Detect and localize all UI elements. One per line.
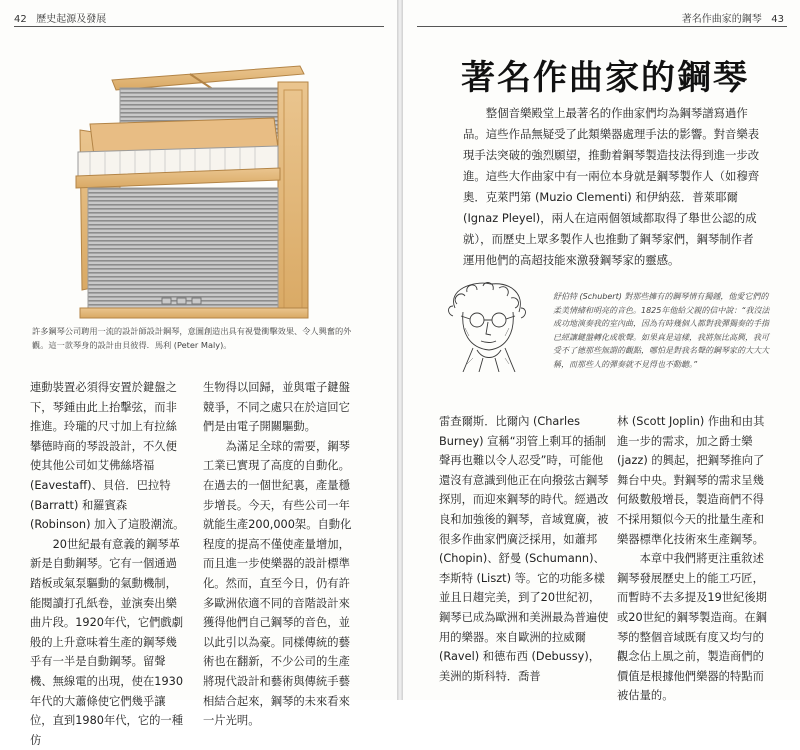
left-column-2 — [203, 378, 361, 731]
paragraph: 林 (Scott Joplin) 作曲和由其進一步的需求，加之爵士樂 (jazz) 的興起，把鋼琴推向了舞台中央。對鋼琴的需求呈幾何級數般增長，製造商們不得不採用類似今天的批量生產和樂器標準化技術來生產鋼琴。 — [617, 415, 765, 546]
intro-paragraph: 整個音樂殿堂上最著名的作曲家們均為鋼琴譜寫過作品。這些作品無疑受了此類樂器處理手法的影響。對音樂表現手法突破的強烈願望，推動着鋼琴製造技法得到進一步改進。這些大作曲家中有一兩位本身就是鋼琴製作人（如穆齊奧．克萊門第 (Muzio Clementi) 和伊納茲．普萊耶爾 (Ignaz Pleyel)，兩人在這兩個領域都取得了舉世公認的成就），而歷史上眾多製作人也推動了鋼琴家們，鋼琴制作者運用他們的高超技能來激發鋼琴家的靈感。 — [463, 106, 760, 267]
left-page — [0, 0, 397, 747]
page-title: 著名作曲家的鋼琴 — [461, 58, 749, 98]
paragraph: 連動裝置必須得安置於鍵盤之下，琴鍾由此上抬擊弦，而非推進。玲瓏的尺寸加上有拉絲攀德時商的琴設設計，不久便使其他公司如艾佛絲塔福 (Eavestaff)、貝倍．巴拉特 (Barratt) 和羅賓森 (Robinson) 加入了這股潮流。 — [30, 381, 185, 532]
photo-caption: 許多鋼琴公司聘用一流的設計師設計鋼琴，意圖創造出具有視覺衝擊效果、令人興奮的外觀。這一款琴身的設計由貝彼得．馬利 (Peter Maly)。 — [32, 326, 352, 350]
running-head: 著名作曲家的鋼琴 — [681, 14, 762, 25]
paragraph: 本章中我們將更注重敘述鋼琴發展歷史上的能工巧匠，而暫時不去多提及19世紀後期或20世紀的鋼琴製造商。在鋼琴的整個音域既有度又均勻的觀念佔上風之前，製造商們的價值是根據他們樂器的特點而被估量的。 — [617, 552, 767, 703]
left-page-header — [14, 10, 106, 25]
right-page — [403, 0, 800, 703]
header-rule — [417, 26, 787, 27]
portrait-caption: 舒伯特 (Schubert) 對那些擁有的鋼琴情有獨鍾，他愛它們的柔美情緒和明亮的音色。1825年他給父親的信中說：“我沒法成功地演奏我的室內曲，因為有時幾個人都對我彈獨奏的手指已經讓鍵盤轉化成歌聲。如果真是這樣，我將無比高興，我可受不了德那些無謂的觀點，哪怕是對我名聲的鋼琴家的大大大稱，而那些人的彈奏就不見得也不動聽。” — [553, 292, 770, 369]
page-number: 43 — [771, 14, 784, 25]
upright-piano-photo — [60, 52, 324, 324]
page-number: 42 — [14, 14, 27, 25]
paragraph: 雷查爾斯．比爾內 (Charles Burney) 宣稱“羽管上剩耳的插制聲再也難以令人忍受”時，可能他還沒有意識到他正在向撥弦古鋼琴探別，而迎來鋼琴的時代。經過改良和加強後的鋼琴，音域寬廣，被很多作曲家們廣泛採用，如蕭邦 (Chopin)、舒曼 (Schumann)、李斯特 (Liszt) 等。它的功能多樣並且日趨完美，到了20世紀初，鋼琴已成為歐洲和美洲最為普遍使用的樂器。來自歐洲的拉威爾 (Ravel) 和德布西 (Debussy)，美洲的斯科特．喬普 — [439, 415, 609, 683]
left-column-1 — [30, 378, 188, 750]
schubert-portrait — [433, 278, 545, 372]
header-rule — [14, 26, 384, 27]
right-page-header — [682, 10, 784, 25]
paragraph: 生物得以回歸，並與電子鍵盤競爭，不同之處只在於這回它們是由電子開關驅動。 — [203, 381, 350, 434]
running-head: 歷史起源及發展 — [36, 14, 107, 25]
paragraph: 20世紀最有意義的鋼琴革新是自動鋼琴。它有一個通過踏板或氣泵驅動的氣動機制，能閱讀打孔紙卷，並演奏出樂曲片段。1920年代，它們戲劇般的上升意味着生產的鋼琴幾乎有一半是自動鋼琴。留聲機、無線電的出現，使在1930年代的大蕭條使它們幾乎讓位，直到1980年代，它的一種仿 — [30, 537, 184, 747]
paragraph: 為滿足全球的需要，鋼琴工業已實現了高度的自動化。在過去的一個世紀裏，產量穩步增長。今天，有些公司一年就能生產200,000架。自動化程度的提高不僅使產量增加，而且進一步使樂器的設計標準化。然而，直至今日，仍有許多歐洲依適不同的音階設計來獲得他們自己鋼琴的音色，並以此引以為豪。同樣傳統的藝術也在翻新，不少公司的生產將現代設計和藝術與傳統手藝相結合起來，鋼琴的未來看來一片光明。 — [203, 439, 352, 728]
right-column-1 — [439, 412, 609, 686]
right-column-2 — [617, 412, 775, 706]
